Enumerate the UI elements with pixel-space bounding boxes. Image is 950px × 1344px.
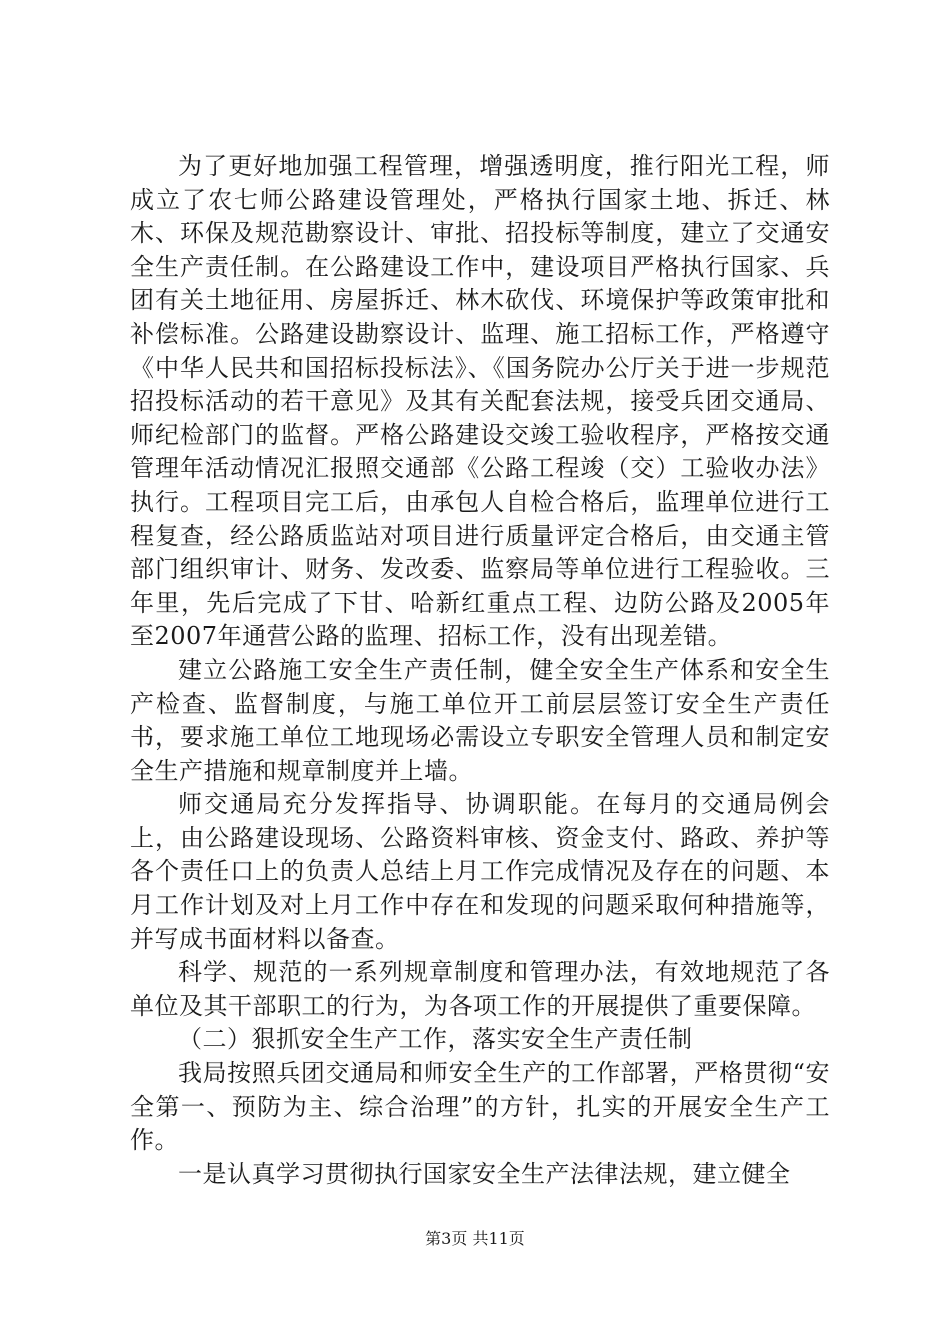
section-heading: （二）狠抓安全生产工作，落实安全生产责任制 [178,1025,693,1054]
paragraph-1: 为了更好地加强工程管理，增强透明度，推行阳光工程，师成立了农七师公路建设管理处，严格执行国家土地、拆迁、林木、环保及规范勘察设计、审批、招投标等制度，建立了交通安全生产责任制。在公路建设工作中，建设项目严格执行国家、兵团有关土地征用、房屋拆迁、林木砍伐、环境保护等政策审批和补偿标准。公路建设勘察设计、监理、施工招标工作，严格遵守《中华人民共和国招标投标法》、《国务院办公厅关于进一步规范招投标活动的若干意见》及其有关配套法规，接受兵团交通局、师纪检部门的监督。严格公路建设交竣工验收程序，严格按交通管理年活动情况汇报照交通部《公路工程竣（交）工验收办法》执行。工程项目完工后，由承包人自检合格后，监理单位进行工程复查，经公路质监站对项目进行质量评定合格后，由交通主管部门组织审计、财务、发改委、监察局等单位进行工程验收。三年里，先后完成了下甘、哈新红重点工程、边防公路及2005年至2007年通营公路的监理、招标工作，没有出现差错。 [130,152,830,651]
paragraph-2: 建立公路施工安全生产责任制，健全安全生产体系和安全生产检查、监督制度，与施工单位开工前层层签订安全生产责任书，要求施工单位工地现场必需设立专职安全管理人员和制定安全生产措施和规章制度并上墙。 [130,655,830,785]
paragraph-3: 师交通局充分发挥指导、协调职能。在每月的交通局例会上，由公路建设现场、公路资料审核、资金支付、路政、养护等各个责任口上的负责人总结上月工作完成情况及存在的问题、本月工作计划及对上月工作中存在和发现的问题采取何种措施等，并写成书面材料以备查。 [130,790,830,953]
paragraph-4: 科学、规范的一系列规章制度和管理办法，有效地规范了各单位及其干部职工的行为，为各项工作的开展提供了重要保障。 [130,958,830,1020]
page-number-footer: 第3页 共11页 [425,1229,525,1248]
body-text [130,150,830,1191]
paragraph-6: 一是认真学习贯彻执行国家安全生产法律法规，建立健全 [178,1159,791,1188]
paragraph-5: 我局按照兵团交通局和师安全生产的工作部署，严格贯彻“安全第一、预防为主、综合治理”的方针，扎实的开展安全生产工作。 [130,1059,830,1155]
